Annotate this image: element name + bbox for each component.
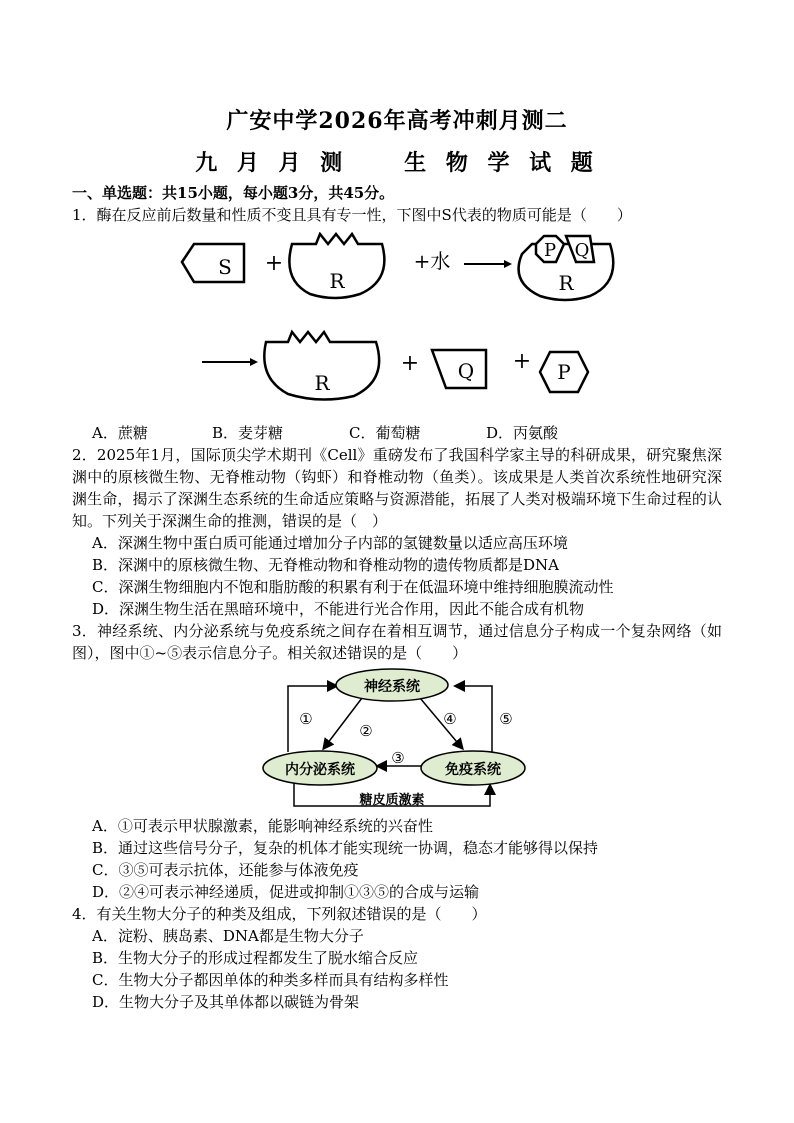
arrow-3-label: ③	[391, 749, 405, 767]
q1-option-c[interactable]: C．葡萄糖	[349, 424, 421, 442]
node-endocrine-label: 内分泌系统	[285, 762, 355, 778]
reaction-arrow-2-head	[250, 358, 258, 366]
node-nervous-label: 神经系统	[364, 679, 420, 695]
arrow-2-path	[324, 698, 362, 748]
product-q-shape	[432, 350, 486, 388]
product-p-shape	[540, 352, 588, 392]
glucocorticoid-label: 糖皮质激素	[359, 793, 425, 808]
q3-option-a[interactable]: A．①可表示甲状腺激素，能影响神经系统的兴奋性	[92, 817, 433, 835]
q4-option-a[interactable]: A．淀粉、胰岛素、DNA都是生物大分子	[92, 927, 364, 945]
enzyme-r-shape-released	[264, 332, 379, 400]
node-immune-label: 免疫系统	[445, 762, 501, 778]
q1-option-d[interactable]: D．丙氨酸	[486, 424, 559, 442]
plus-sign-3: +	[512, 349, 532, 374]
plus-sign-1: +	[264, 251, 284, 276]
q4-option-b[interactable]: B．生物大分子的形成过程都发生了脱水缩合反应	[92, 949, 419, 967]
regulation-network-figure	[260, 666, 540, 814]
arrow-5-label: ⑤	[499, 710, 513, 728]
q1-option-b[interactable]: B．麦芽糖	[212, 424, 284, 442]
label-q-complex: Q	[574, 240, 590, 261]
q3-stem: 3．神经系统、内分泌系统与免疫系统之间存在着相互调节，通过信息分子构成一个复杂网络（如图），图中①~⑤表示信息分子。相关叙述错误的是（ ）	[72, 622, 722, 662]
q2-option-a[interactable]: A．深渊生物中蛋白质可能通过增加分子内部的氢键数量以适应高压环境	[92, 534, 568, 552]
substrate-s-shape	[182, 244, 244, 282]
label-q-product: Q	[457, 359, 475, 383]
enzyme-reaction-figure	[170, 232, 630, 408]
q2-option-b[interactable]: B．深渊中的原核微生物、无脊椎动物和脊椎动物的遗传物质都是DNA	[92, 556, 560, 574]
q2-stem: 2．2025年1月，国际顶尖学术期刊《Cell》重磅发布了我国科学家主导的科研成果，研究聚焦深渊中的原核微生物、无脊椎动物（钩虾）和脊椎动物（鱼类）。该成果是人类首次系统性地研究深渊生命，揭示了深渊生态系统的生命适应策略与资源潜能，拓展了人类对极端环境下生命过程的认知。下列关于深渊生命的推测，错误的是（ ）	[72, 446, 722, 530]
arrow-1-label: ①	[299, 710, 313, 728]
label-p-complex: P	[543, 240, 557, 261]
label-r-complex: R	[558, 271, 574, 295]
q3-option-b[interactable]: B．通过这些信号分子，复杂的机体才能实现统一协调，稳态才能够得以保持	[92, 839, 599, 857]
label-r-released: R	[314, 371, 330, 395]
q2-option-c[interactable]: C．深渊生物细胞内不饱和脂肪酸的积累有利于在低温环境中维持细胞膜流动性	[92, 578, 614, 596]
q1-stem: 1．酶在反应前后数量和性质不变且具有专一性，下图中S代表的物质可能是（ ）	[72, 206, 632, 224]
enzyme-r-shape	[289, 234, 384, 298]
q3-option-c[interactable]: C．③⑤可表示抗体，还能参与体液免疫	[92, 861, 359, 879]
q4-option-d[interactable]: D．生物大分子及其单体都以碳链为骨架	[92, 993, 360, 1011]
q3-option-d[interactable]: D．②④可表示神经递质，促进或抑制①③⑤的合成与运输	[92, 883, 480, 901]
section-heading: 一、单选题：共15小题，每小题3分，共45分。	[72, 184, 395, 202]
label-s: S	[218, 255, 232, 279]
exam-title: 广安中学2026年高考冲刺月测二	[226, 108, 568, 134]
label-r: R	[329, 269, 345, 293]
arrow-4-label: ④	[443, 710, 457, 728]
exam-subtitle: 九 月 月 测 生 物 学 试 题	[195, 150, 599, 176]
arrow-2-label: ②	[359, 722, 373, 740]
q2-option-d[interactable]: D．深渊生物生活在黑暗环境中，不能进行光合作用，因此不能合成有机物	[92, 600, 585, 618]
label-p-product: P	[557, 360, 571, 384]
plus-water: +水	[413, 249, 451, 273]
plus-sign-2: +	[400, 351, 420, 376]
enzyme-substrate-complex	[519, 236, 614, 300]
q4-option-c[interactable]: C．生物大分子都因单体的种类多样而具有结构多样性	[92, 971, 449, 989]
arrow-5-path	[456, 686, 492, 752]
q4-stem: 4．有关生物大分子的种类及组成，下列叙述错误的是（ ）	[72, 905, 487, 923]
reaction-arrow-1-head	[504, 260, 512, 268]
q1-option-a[interactable]: A．蔗糖	[92, 424, 148, 442]
